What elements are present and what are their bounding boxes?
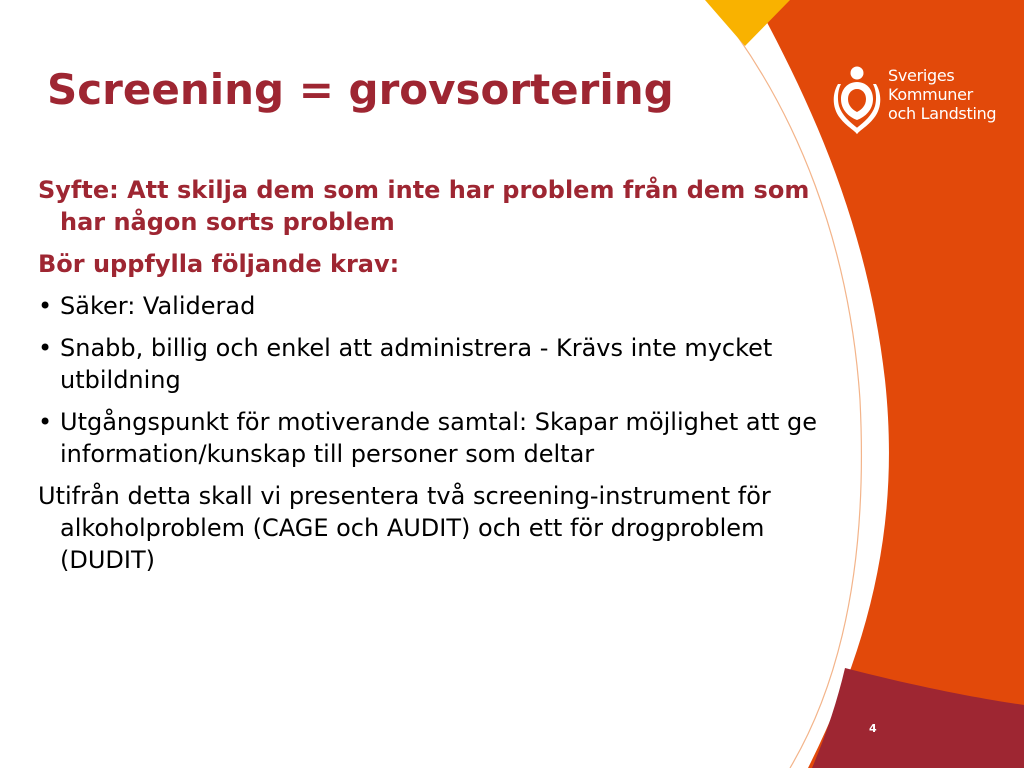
bullet-item-starting-point [38,406,838,470]
bullet-glyph: • [38,408,53,436]
requirements-heading [38,248,838,280]
bullet-item-fast [38,332,838,396]
conclusion-paragraph [38,480,838,576]
bullet-text-starting-point: Utgångspunkt för motiverande samtal: Skapar möjlighet att ge information/kunskap till personer som deltar [60,408,818,468]
slide-content [38,174,838,586]
bullet-glyph: • [38,334,53,362]
skl-figure-icon [832,64,882,136]
logo-line-1: Sveriges [888,66,955,85]
logo-line-2: Kommuner [888,85,973,104]
bullet-text-fast: Snabb, billig och enkel att administrera - Krävs inte mycket utbildning [60,334,773,394]
bullet-item-safe [38,290,838,322]
bullet-text-safe: Säker: Validerad [60,292,256,320]
logo-text [888,66,996,123]
skl-logo [832,64,997,136]
conclusion-text: Utifrån detta skall vi presentera två screening-instrument för alkoholproblem (CAGE och AUDIT) och ett för drogproblem (DUDIT) [38,482,771,574]
purpose-text: Syfte: Att skilja dem som inte har problem från dem som har någon sorts problem [38,176,810,236]
slide-number: 4 [869,722,877,735]
logo-line-3: och Landsting [888,104,997,123]
bullet-glyph: • [38,292,53,320]
requirements-text: Bör uppfylla följande krav: [38,250,400,278]
purpose-paragraph [38,174,838,238]
slide-title: Screening = grovsortering [47,65,674,114]
